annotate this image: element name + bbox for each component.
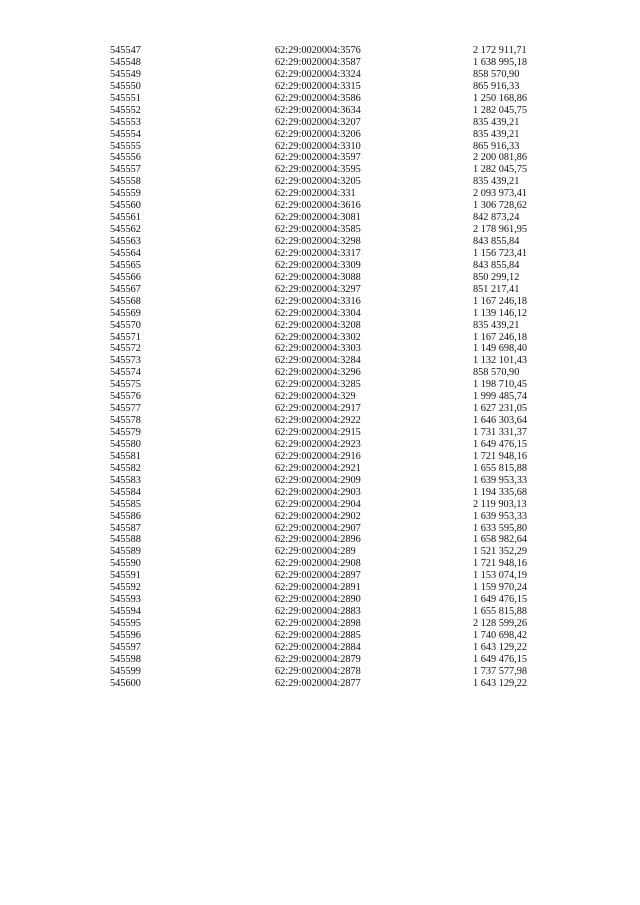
row-number: 545577: [110, 403, 141, 415]
cadastral-value: 1 655 815,88: [473, 606, 528, 618]
cadastral-number: 62:29:0020004:2921: [275, 462, 361, 474]
row-number: 545552: [110, 104, 141, 116]
cadastral-number: 62:29:0020004:2896: [275, 534, 361, 546]
table-row: [110, 654, 550, 666]
cadastral-number: 62:29:0020004:2891: [275, 582, 361, 594]
cadastral-value: 2 200 081,86: [473, 152, 528, 164]
cadastral-value: 1 638 995,18: [473, 56, 528, 68]
row-number: 545572: [110, 343, 141, 355]
table-row: [110, 224, 550, 236]
cadastral-value: 843 855,84: [473, 259, 520, 271]
table-row: [110, 403, 550, 415]
cadastral-number: 62:29:0020004:3205: [275, 176, 361, 188]
table-row: [110, 391, 550, 403]
row-number: 545569: [110, 307, 141, 319]
table-row: [110, 630, 550, 642]
cadastral-number: 62:29:0020004:2877: [275, 677, 361, 689]
cadastral-value: 1 721 948,16: [473, 450, 528, 462]
cadastral-number: 62:29:0020004:3616: [275, 200, 361, 212]
table-row: [110, 594, 550, 606]
table-row: [110, 188, 550, 200]
table-row: [110, 343, 550, 355]
cadastral-value: 1 655 815,88: [473, 462, 528, 474]
row-number: 545576: [110, 391, 141, 403]
table-row: [110, 164, 550, 176]
row-number: 545584: [110, 486, 141, 498]
cadastral-number: 62:29:0020004:3284: [275, 355, 361, 367]
table-row: [110, 523, 550, 535]
cadastral-number: 62:29:0020004:2898: [275, 618, 361, 629]
cadastral-number: 62:29:0020004:3315: [275, 80, 361, 92]
cadastral-number: 62:29:0020004:3303: [275, 343, 361, 355]
row-number: 545578: [110, 415, 141, 427]
cadastral-number: 62:29:0020004:2908: [275, 558, 361, 570]
table-row: [110, 451, 550, 463]
table-row: [110, 129, 550, 141]
row-number: 545566: [110, 271, 141, 283]
cadastral-number: 62:29:0020004:3587: [275, 56, 361, 68]
cadastral-number: 62:29:0020004:2883: [275, 606, 361, 618]
cadastral-value: 851 217,41: [473, 283, 520, 295]
row-number: 545575: [110, 379, 141, 391]
cadastral-number: 62:29:0020004:2904: [275, 498, 361, 510]
cadastral-value: 1 639 953,33: [473, 510, 528, 522]
row-number: 545582: [110, 462, 141, 474]
cadastral-number: 62:29:0020004:2922: [275, 415, 361, 427]
table-row: [110, 260, 550, 272]
table-row: [110, 176, 550, 188]
cadastral-number: 62:29:0020004:2884: [275, 641, 361, 653]
cadastral-number: 62:29:0020004:2885: [275, 629, 361, 641]
row-number: 545596: [110, 629, 141, 641]
table-row: [110, 141, 550, 153]
row-number: 545590: [110, 558, 141, 570]
cadastral-value: 1 282 045,75: [473, 164, 528, 176]
row-number: 545573: [110, 355, 141, 367]
cadastral-value: 1 646 303,64: [473, 415, 528, 427]
table-row: [110, 499, 550, 511]
table-row: [110, 212, 550, 224]
table-row: [110, 308, 550, 320]
cadastral-number: 62:29:0020004:2903: [275, 486, 361, 498]
cadastral-value: 1 731 331,37: [473, 427, 528, 438]
row-number: 545574: [110, 367, 141, 379]
table-row: [110, 415, 550, 427]
row-number: 545585: [110, 498, 141, 510]
cadastral-value: 1 198 710,45: [473, 379, 528, 391]
cadastral-number: 62:29:0020004:2897: [275, 570, 361, 582]
table-row: [110, 57, 550, 69]
table-row: [110, 570, 550, 582]
row-number: 545559: [110, 188, 141, 200]
row-number: 545586: [110, 510, 141, 522]
row-number: 545587: [110, 522, 141, 534]
table-row: [110, 332, 550, 344]
cadastral-number: 62:29:0020004:3296: [275, 367, 361, 379]
cadastral-number: 62:29:0020004:3302: [275, 331, 361, 343]
cadastral-number: 62:29:0020004:3207: [275, 116, 361, 128]
cadastral-number: 62:29:0020004:3088: [275, 271, 361, 283]
cadastral-number: 62:29:0020004:2909: [275, 474, 361, 486]
table-row: [110, 511, 550, 523]
cadastral-number: 62:29:0020004:3304: [275, 307, 361, 319]
cadastral-value: 1 633 595,80: [473, 522, 528, 534]
cadastral-number: 62:29:0020004:3081: [275, 212, 361, 224]
row-number: 545551: [110, 92, 141, 104]
cadastral-value: 1 639 953,33: [473, 474, 528, 486]
cadastral-value: 1 627 231,05: [473, 403, 528, 415]
cadastral-value: 850 299,12: [473, 271, 520, 283]
row-number: 545591: [110, 570, 141, 582]
cadastral-value: 1 643 129,22: [473, 641, 528, 653]
row-number: 545557: [110, 164, 141, 176]
table-row: [110, 296, 550, 308]
row-number: 545547: [110, 45, 141, 56]
row-number: 545567: [110, 283, 141, 295]
cadastral-number: 62:29:0020004:3576: [275, 45, 361, 56]
row-number: 545593: [110, 594, 141, 606]
cadastral-number: 62:29:0020004:2917: [275, 403, 361, 415]
cadastral-value: 1 153 074,19: [473, 570, 528, 582]
cadastral-value: 1 282 045,75: [473, 104, 528, 116]
cadastral-number: 62:29:0020004:3316: [275, 295, 361, 307]
table-row: [110, 367, 550, 379]
cadastral-number: 62:29:0020004:3324: [275, 68, 361, 80]
table-row: [110, 81, 550, 93]
table-row: [110, 463, 550, 475]
cadastral-value: 1 306 728,62: [473, 200, 528, 212]
cadastral-value: 1 194 335,68: [473, 486, 528, 498]
cadastral-value: 1 156 723,41: [473, 247, 528, 259]
cadastral-number: 62:29:0020004:3317: [275, 247, 361, 259]
cadastral-value: 843 855,84: [473, 236, 520, 247]
table-row: [110, 606, 550, 618]
cadastral-value: 1 649 476,15: [473, 594, 528, 606]
row-number: 545565: [110, 259, 141, 271]
cadastral-value: 835 439,21: [473, 176, 520, 188]
cadastral-number: 62:29:0020004:2890: [275, 594, 361, 606]
row-number: 545600: [110, 677, 141, 689]
table-row: [110, 558, 550, 570]
cadastral-number: 62:29:0020004:3298: [275, 236, 361, 247]
cadastral-value: 835 439,21: [473, 128, 520, 140]
cadastral-value: 1 721 948,16: [473, 558, 528, 570]
cadastral-value: 2 172 911,71: [473, 45, 527, 56]
cadastral-number: 62:29:0020004:3595: [275, 164, 361, 176]
cadastral-value: 1 167 246,18: [473, 295, 528, 307]
table-row: [110, 582, 550, 594]
cadastral-value: 858 570,90: [473, 68, 520, 80]
cadastral-number: 62:29:0020004:3585: [275, 224, 361, 236]
cadastral-number: 62:29:0020004:2916: [275, 450, 361, 462]
row-number: 545581: [110, 450, 141, 462]
row-number: 545548: [110, 56, 141, 68]
row-number: 545595: [110, 618, 141, 629]
table-row: [110, 379, 550, 391]
cadastral-value: 1 643 129,22: [473, 677, 528, 689]
cadastral-number: 62:29:0020004:3208: [275, 319, 361, 331]
cadastral-value: 1 521 352,29: [473, 546, 528, 558]
row-number: 545561: [110, 212, 141, 224]
table-row: [110, 93, 550, 105]
row-number: 545554: [110, 128, 141, 140]
row-number: 545571: [110, 331, 141, 343]
row-number: 545592: [110, 582, 141, 594]
cadastral-number: 62:29:0020004:331: [275, 188, 356, 200]
table-row: [110, 534, 550, 546]
row-number: 545549: [110, 68, 141, 80]
row-number: 545597: [110, 641, 141, 653]
table-row: [110, 475, 550, 487]
cadastral-value: 1 132 101,43: [473, 355, 528, 367]
row-number: 545589: [110, 546, 141, 558]
row-number: 545583: [110, 474, 141, 486]
table-row: [110, 642, 550, 654]
table-row: [110, 439, 550, 451]
cadastral-value: 2 093 973,41: [473, 188, 528, 200]
cadastral-number: 62:29:0020004:3310: [275, 140, 361, 152]
table-row: [110, 45, 550, 57]
cadastral-number: 62:29:0020004:2879: [275, 653, 361, 665]
table-row: [110, 666, 550, 678]
table-row: [110, 248, 550, 260]
table-row: [110, 487, 550, 499]
row-number: 545588: [110, 534, 141, 546]
table-row: [110, 355, 550, 367]
cadastral-value: 1 149 698,40: [473, 343, 528, 355]
cadastral-number: 62:29:0020004:3634: [275, 104, 361, 116]
row-number: 545560: [110, 200, 141, 212]
row-number: 545563: [110, 236, 141, 247]
row-number: 545550: [110, 80, 141, 92]
cadastral-number: 62:29:0020004:2923: [275, 438, 361, 450]
cadastral-number: 62:29:0020004:3206: [275, 128, 361, 140]
cadastral-number: 62:29:0020004:3297: [275, 283, 361, 295]
row-number: 545564: [110, 247, 141, 259]
table-row: [110, 284, 550, 296]
cadastral-value: 1 740 698,42: [473, 629, 528, 641]
cadastral-value: 2 128 599,26: [473, 618, 528, 629]
cadastral-value: 1 999 485,74: [473, 391, 528, 403]
row-number: 545556: [110, 152, 141, 164]
cadastral-number: 62:29:0020004:329: [275, 391, 356, 403]
table-row: [110, 272, 550, 284]
cadastral-value: 865 916,33: [473, 140, 520, 152]
row-number: 545594: [110, 606, 141, 618]
records-table: [110, 45, 550, 690]
table-row: [110, 152, 550, 164]
cadastral-number: 62:29:0020004:3309: [275, 259, 361, 271]
table-row: [110, 200, 550, 212]
row-number: 545570: [110, 319, 141, 331]
cadastral-value: 865 916,33: [473, 80, 520, 92]
cadastral-value: 835 439,21: [473, 319, 520, 331]
cadastral-value: 858 570,90: [473, 367, 520, 379]
cadastral-value: 1 649 476,15: [473, 653, 528, 665]
cadastral-value: 1 159 970,24: [473, 582, 528, 594]
row-number: 545562: [110, 224, 141, 236]
table-row: [110, 69, 550, 81]
table-row: [110, 320, 550, 332]
cadastral-value: 1 737 577,98: [473, 665, 528, 677]
row-number: 545580: [110, 438, 141, 450]
cadastral-value: 842 873,24: [473, 212, 520, 224]
table-row: [110, 236, 550, 248]
cadastral-value: 1 658 982,64: [473, 534, 528, 546]
row-number: 545579: [110, 427, 141, 438]
table-row: [110, 105, 550, 117]
cadastral-value: 1 139 146,12: [473, 307, 528, 319]
cadastral-number: 62:29:0020004:3597: [275, 152, 361, 164]
cadastral-value: 1 167 246,18: [473, 331, 528, 343]
cadastral-number: 62:29:0020004:2878: [275, 665, 361, 677]
cadastral-value: 1 649 476,15: [473, 438, 528, 450]
row-number: 545558: [110, 176, 141, 188]
row-number: 545553: [110, 116, 141, 128]
cadastral-number: 62:29:0020004:2902: [275, 510, 361, 522]
table-row: [110, 678, 550, 690]
row-number: 545599: [110, 665, 141, 677]
row-number: 545555: [110, 140, 141, 152]
table-row: [110, 618, 550, 630]
cadastral-number: 62:29:0020004:3285: [275, 379, 361, 391]
cadastral-number: 62:29:0020004:289: [275, 546, 356, 558]
cadastral-number: 62:29:0020004:2907: [275, 522, 361, 534]
table-row: [110, 117, 550, 129]
cadastral-value: 2 119 903,13: [473, 498, 527, 510]
cadastral-value: 835 439,21: [473, 116, 520, 128]
row-number: 545568: [110, 295, 141, 307]
row-number: 545598: [110, 653, 141, 665]
cadastral-value: 2 178 961,95: [473, 224, 528, 236]
table-row: [110, 546, 550, 558]
cadastral-value: 1 250 168,86: [473, 92, 528, 104]
table-row: [110, 427, 550, 439]
cadastral-number: 62:29:0020004:2915: [275, 427, 361, 438]
cadastral-number: 62:29:0020004:3586: [275, 92, 361, 104]
